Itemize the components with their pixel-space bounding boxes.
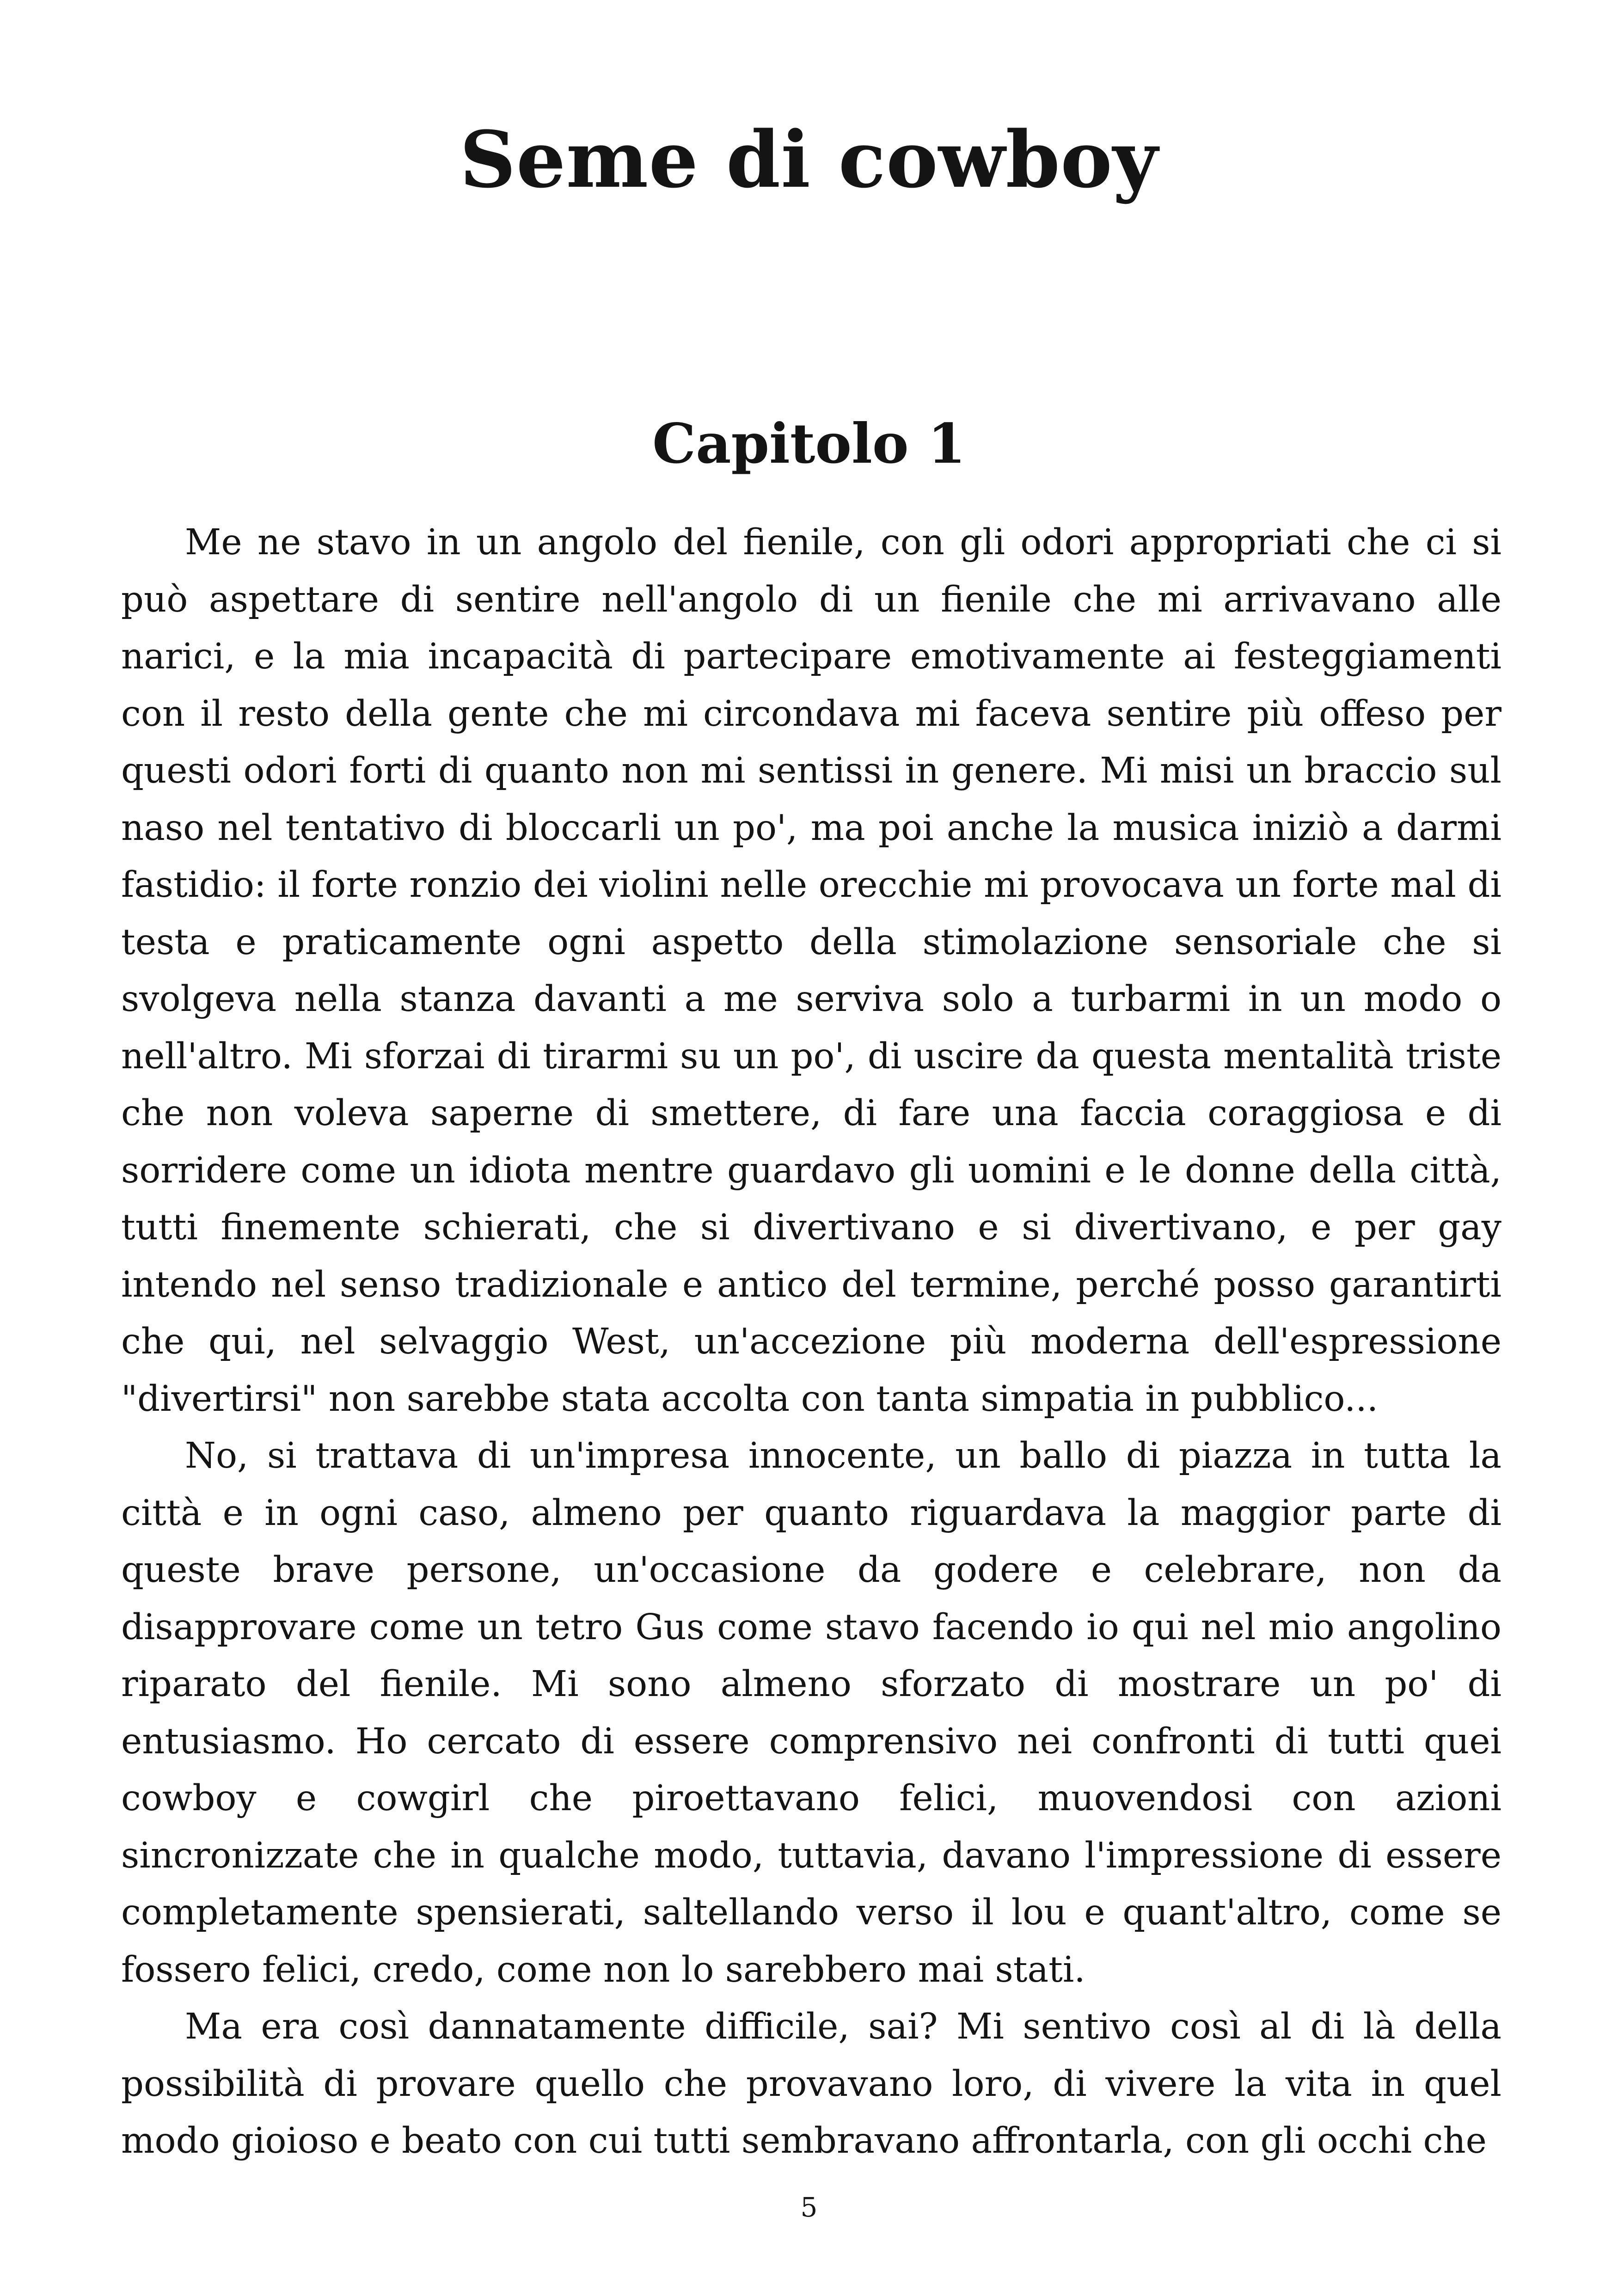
chapter-title: Capitolo 1 [652, 411, 966, 476]
paragraph: Ma era così dannatamente difficile, sai? Mi sentivo così al di là della possibilità di provare quello che provavano loro, di vivere la vita in quel modo gioioso e beato con cui tutti sembravano affrontarla, con gli occhi che [121, 2006, 1502, 2161]
paragraph: Me ne stavo in un angolo del fienile, con gli odori appropriati che ci si può aspettare di sentire nell'angolo di un fienile che mi arrivavano alle narici, e la mia incapacità di partecipare emotivamente ai festeggiamenti con il resto della gente che mi circondava mi faceva sentire più offeso per questi odori forti di quanto non mi sentissi in genere. Mi misi un braccio sul naso nel tentativo di bloccarli un po', ma poi anche la musica iniziò a darmi fastidio: il forte ronzio dei violini nelle orecchie mi provocava un forte mal di testa e praticamente ogni aspetto della stimolazione sensoriale che si svolgeva nella stanza davanti a me serviva solo a turbarmi in un modo o nell'altro. Mi sforzai di tirarmi su un po', di uscire da questa mentalità triste che non voleva saperne di smettere, di fare una faccia coraggiosa e di sorridere come un idiota mentre guardavo gli uomini e le donne della città, tutti finemente schierati, che si divertivano e si divertivano, e per gay intendo nel senso tradizionale e antico del termine, perché posso garantirti che qui, nel selvaggio West, un'accezione più moderna dell'espressione "divertirsi" non sarebbe stata accolta con tanta simpatia in pubblico... [121, 522, 1502, 1420]
chapter-body [121, 514, 1502, 2170]
page-number: 5 [800, 2192, 818, 2223]
paragraph: No, si trattava di un'impresa innocente, un ballo di piazza in tutta la città e in ogni caso, almeno per quanto riguardava la maggior parte di queste brave persone, un'occasione da godere e celebrare, non da disapprovare come un tetro Gus come stavo facendo io qui nel mio angolino riparato del fienile. Mi sono almeno sforzato di mostrare un po' di entusiasmo. Ho cercato di essere comprensivo nei confronti di tutti quei cowboy e cowgirl che piroettavano felici, muovendosi con azioni sincronizzate che in qualche modo, tuttavia, davano l'impressione di essere completamente spensierati, saltellando verso il lou e quant'altro, come se fossero felici, credo, come non lo sarebbero mai stati. [121, 1435, 1502, 1990]
book-title: Seme di cowboy [460, 114, 1158, 205]
